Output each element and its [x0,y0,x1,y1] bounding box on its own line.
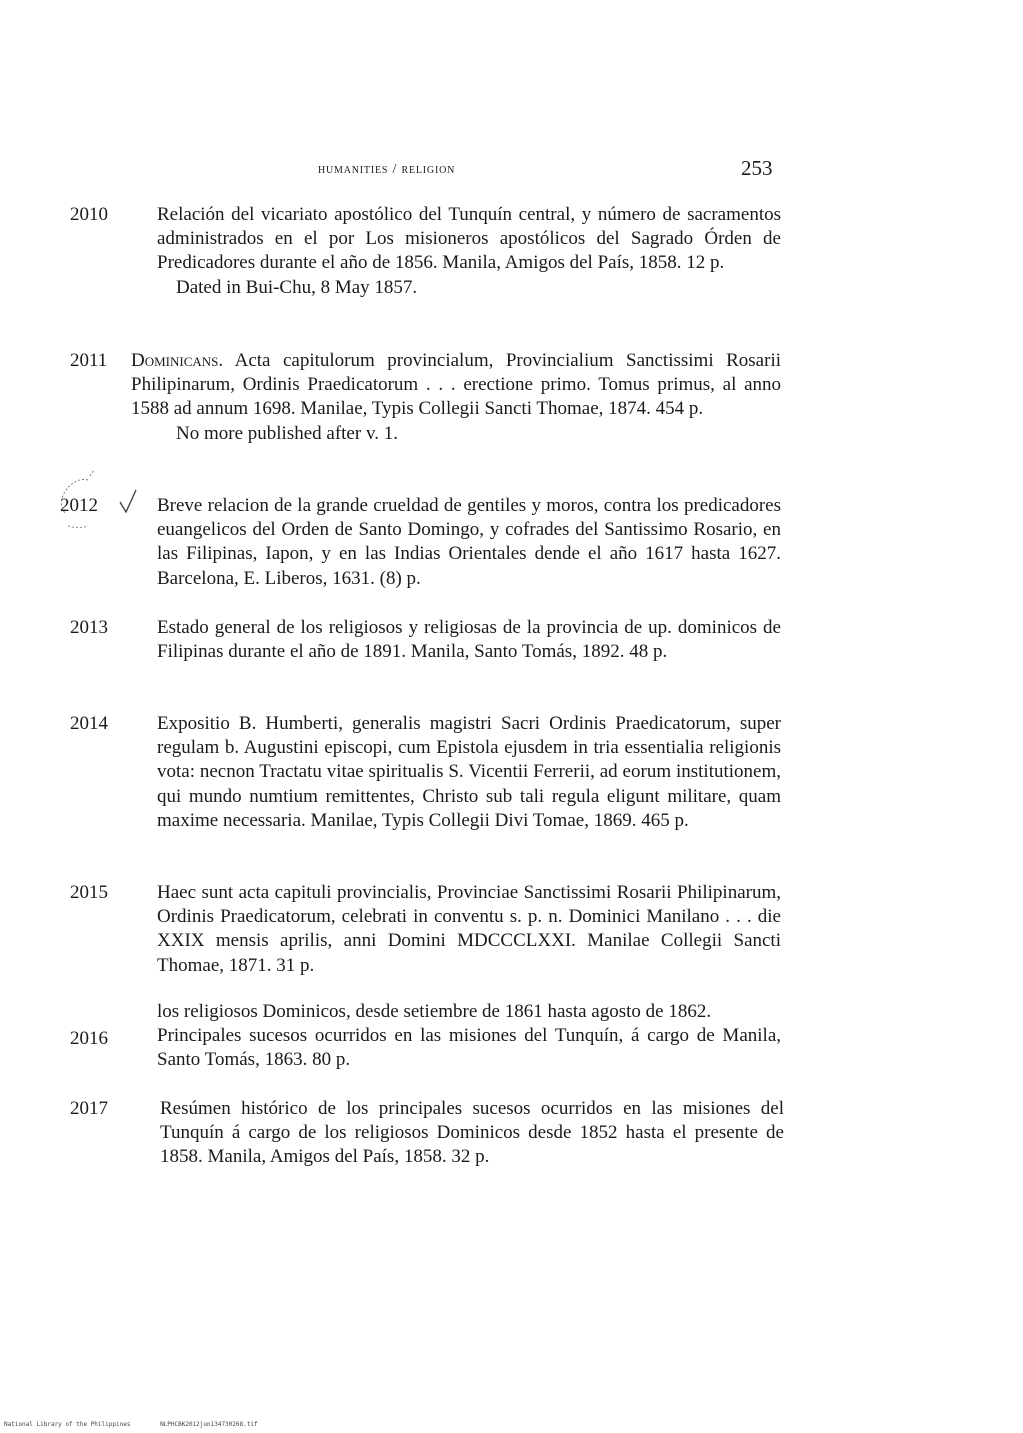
entry-number: 2012 [60,495,98,516]
entry-text [157,1000,781,1073]
entry-text [157,616,781,664]
entry-text [157,203,781,300]
footer-file-id: NLPHCBK2012jun134730268.tif [160,1421,258,1428]
entry-citation: Breve relacion de la grande crueldad de gentiles y moros, contra los predicadores euangelicos del Orden de Santo Domingo, y cofrades del Santissimo Rosario, en las Filipinas, Iapon, y en las Indias Orientales dende el año 1617 hasta 1627. Barcelona, E. Liberos, 1631. (8) p. [157,495,781,589]
entry-citation: Relación del vicariato apostólico del Tunquín central, y número de sacramentos administrados en el por Los misioneros apostólicos del Sagrado Órden de Predicadores durante el año de 1856. Manila, Amigos del País, 1858. 12 p. [157,204,781,274]
entry-citation: Haec sunt acta capituli provincialis, Provinciae Sanctissimi Rosarii Philipinarum, Ordinis Praedicatorum, celebrati in conventu s. p. n. Dominici Manilano . . . die XXIX mensis aprilis, anni Domini MDCCCLXXI. Manilae Collegii Sancti Thomae, 1871. 31 p. [157,882,781,976]
entry-number: 2011 [70,350,108,371]
entry-heading: Dominicans. [131,350,224,371]
entry-number: 2017 [70,1098,108,1119]
entry-note: Dated in Bui-Chu, 8 May 1857. [176,276,418,298]
scan-footer [4,1421,284,1428]
running-head [0,156,1023,186]
entry-citation [131,349,781,422]
entry-number: 2013 [70,617,108,638]
entry-number: 2010 [70,204,108,225]
entry-citation-text: Acta capitulorum provincialum, Provincialium Sanctissimi Rosarii Philipinarum, Ordinis Praedicatorum . . . erectione primo. Tomus primus, al anno 1588 ad annum 1698. Manilae, Typis Collegii Sancti Thomae, 1874. 454 p. [131,350,781,420]
entry-number: 2016 [70,1028,108,1049]
entry-number: 2014 [70,713,108,734]
entry-citation: Expositio B. Humberti, generalis magistri Sacri Ordinis Praedicatorum, super regulam b. Augustini episcopi, cum Epistola ejusdem in tria essentialia religionis vota: necnon Tractatu vitae spiritualis S. Vicentii Ferrerii, ad eorum institutionem, qui mundo numtium remittentes, Christo sub tali regula eligunt militare, quam maxime necessaria. Manilae, Typis Collegii Divi Tomae, 1869. 465 p. [157,713,781,831]
running-title: humanities / religion [318,162,456,177]
entry-misplaced-line: los religiosos Dominicos, desde setiembre de 1861 hasta agosto de 1862. [157,1001,712,1022]
entry-citation: Principales sucesos ocurridos en las misiones del Tunquín, á cargo de Manila, Santo Tomás, 1863. 80 p. [157,1025,781,1071]
entry-text [160,1097,784,1170]
entry-text [157,712,781,833]
entry-text [131,349,781,446]
entry-citation: Estado general de los religiosos y religiosas de la provincia de up. dominicos de Filipinas durante el año de 1891. Manila, Santo Tomás, 1892. 48 p. [157,617,781,663]
entry-note: No more published after v. 1. [176,422,398,444]
entry-text [157,881,781,978]
entry-citation: Resúmen histórico de los principales sucesos ocurridos en las misiones del Tunquín á cargo de los religiosos Dominicos desde 1852 hasta el presente de 1858. Manila, Amigos del País, 1858. 32 p. [160,1098,784,1168]
page-number: 253 [741,156,773,180]
entry-number: 2015 [70,882,108,903]
footer-library: National Library of the Philippines [4,1421,131,1428]
entry-text [157,494,781,591]
